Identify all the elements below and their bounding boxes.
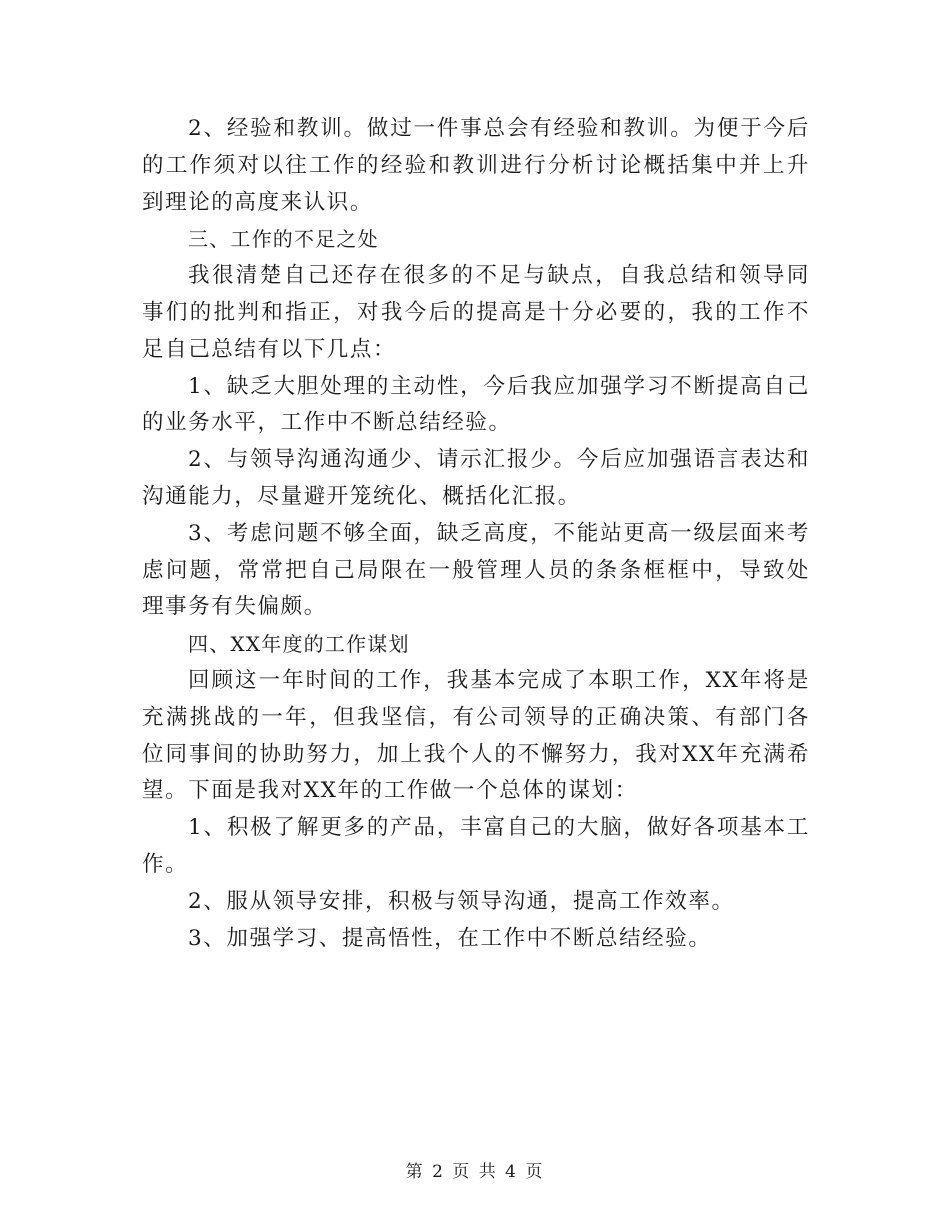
section-heading-plan: 四、XX年度的工作谋划: [188, 632, 410, 657]
footer-middle: 页 共: [452, 1162, 498, 1182]
list-item-plan-1: 1、积极了解更多的产品，丰富自己的大脑，做好各项基本工作。: [142, 815, 810, 877]
footer-total-pages: 4: [505, 1162, 518, 1182]
footer-suffix: 页: [525, 1162, 545, 1182]
list-item-plan-3: 3、加强学习、提高悟性，在工作中不断总结经验。: [188, 925, 712, 951]
paragraph-lessons: 2、经验和教训。做过一件事总会有经验和教训。为便于今后的工作须对以往工作的经验和教训进行分析讨论概括集中并上升到理论的高度来认识。: [142, 116, 810, 215]
paragraph-shortcomings-intro: 我很清楚自己还存在很多的不足与缺点，自我总结和领导同事们的批判和指正，对我今后的提高是十分必要的，我的工作不足自己总结有以下几点：: [142, 263, 810, 362]
list-item-shortcoming-3: 3、考虑问题不够全面，缺乏高度，不能站更高一级层面来考虑问题，常常把自己局限在一般管理人员的条条框框中，导致处理事务有失偏颇。: [142, 520, 810, 620]
list-item-shortcoming-2: 2、与领导沟通沟通少、请示汇报少。今后应加强语言表达和沟通能力，尽量避开笼统化、概括化汇报。: [142, 447, 810, 509]
list-item-shortcoming-1: 1、缺乏大胆处理的主动性，今后我应加强学习不断提高自己的业务水平，工作中不断总结经验。: [142, 373, 810, 436]
page-footer: [0, 1157, 950, 1182]
section-heading-shortcomings: 三、工作的不足之处: [188, 227, 379, 252]
document-body: [142, 111, 810, 957]
paragraph-plan-intro: 回顾这一年时间的工作，我基本完成了本职工作，XX年将是充满挑战的一年，但我坚信，有公司领导的正确决策、有部门各位同事间的协助努力，加上我个人的不懈努力，我对XX年充满希望。下面是我对XX年的工作做一个总体的谋划：: [142, 667, 810, 804]
footer-prefix: 第: [405, 1162, 425, 1182]
footer-current-page: 2: [432, 1162, 445, 1182]
list-item-plan-2: 2、服从领导安排，积极与领导沟通，提高工作效率。: [188, 888, 735, 914]
